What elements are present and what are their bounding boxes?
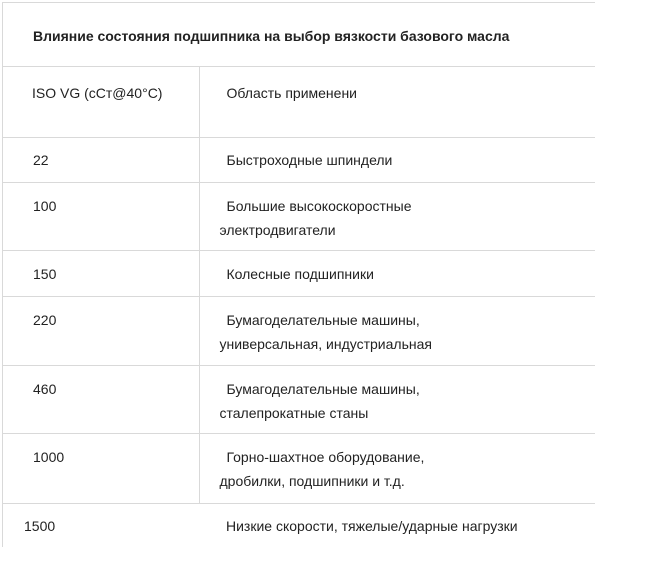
application-text (200, 148, 596, 172)
application-line-2: универсальная, индустриальная (219, 335, 432, 352)
table-header-row (3, 67, 595, 137)
table-row (3, 250, 595, 296)
application-line-1: Колесные подшипники (226, 265, 374, 282)
table-title: Влияние состояния подшипника на выбор вязкости базового масла (3, 3, 595, 67)
application-line-1: Бумагоделательные машины, (226, 380, 420, 397)
application-line-2: электродвигатели (219, 221, 336, 238)
viscosity-value: 1500 (24, 517, 56, 534)
application-text (200, 445, 596, 493)
application-line-1: Горно-шахтное оборудование, (226, 448, 425, 465)
viscosity-value: 100 (33, 197, 57, 214)
application-line-1: Низкие скорости, тяжелые/ударные нагрузки (226, 517, 518, 534)
application-text (200, 377, 596, 425)
application-line-1: Быстроходные шпиндели (226, 151, 393, 168)
table-row (3, 137, 595, 182)
application-text (200, 262, 596, 286)
table-row (3, 503, 595, 547)
viscosity-value: 220 (33, 311, 57, 328)
viscosity-value: 150 (33, 265, 57, 282)
viscosity-value: 22 (33, 151, 49, 168)
viscosity-table (2, 2, 595, 547)
viscosity-value: 460 (33, 380, 57, 397)
application-line-2: сталепрокатные станы (219, 404, 369, 421)
table-row (3, 433, 595, 503)
application-text (199, 514, 595, 538)
table-row (3, 365, 595, 433)
table-body (3, 67, 595, 547)
header-viscosity: ISO VG (сСт@40°С) (32, 85, 163, 101)
table-row (3, 182, 595, 250)
header-application: Область применени (226, 85, 357, 101)
application-line-1: Бумагоделательные машины, (226, 311, 420, 328)
viscosity-value: 1000 (33, 448, 65, 465)
application-line-1: Большие высокоскоростные (226, 197, 412, 214)
table-row (3, 296, 595, 365)
application-line-2: дробилки, подшипники и т.д. (219, 472, 405, 489)
application-text (200, 194, 596, 242)
application-text (200, 308, 596, 356)
